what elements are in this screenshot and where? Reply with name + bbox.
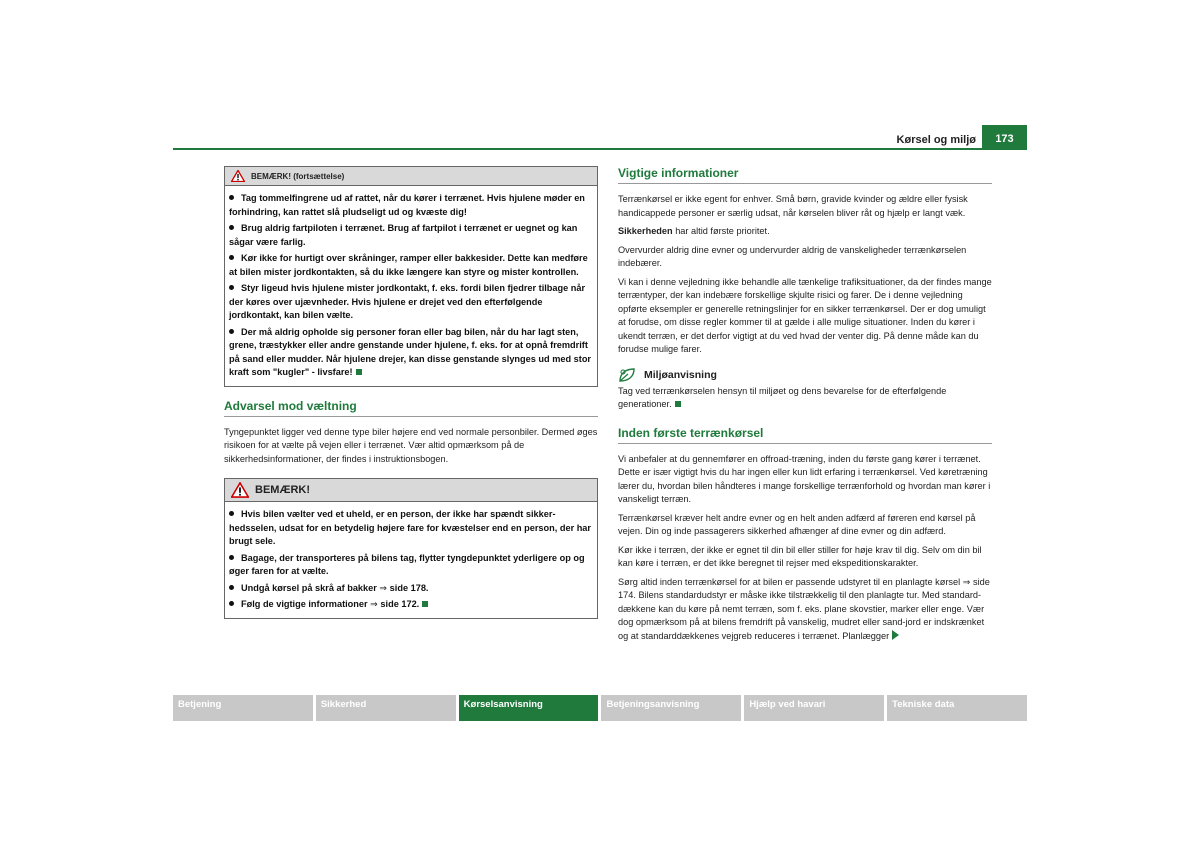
eco-note-header [618, 367, 992, 383]
left-column [224, 166, 598, 631]
bullet-icon [229, 255, 234, 260]
right-column [618, 166, 992, 648]
warning-item: Der må aldrig opholde sig personer foran eller bag bilen, når du har lagt sten, grene, træstykker eller andre genstande under hjulene, f. eks. for at opnå fremdrift på sand eller mudder. Når hjulene drejer, kan disse genstande slynges ud med stor kraft som "kugler" - livsfare! [229, 326, 592, 377]
cross-reference-link[interactable]: side 174. [618, 576, 990, 600]
warning-item: Hvis bilen vælter ved et uheld, er en person, der ikke har spændt sikker-hedsselen, udsat for en betydelig højere fare for kvæstelser end en person, der har brugt sele. [229, 509, 591, 546]
paragraph: Sikkerheden har altid første prioritet. [618, 226, 770, 236]
warning-item: Brug aldrig fartpiloten i terrænet. Brug af fartpilot i terrænet er uegnet og kan sågar være farlig. [229, 223, 578, 247]
cross-reference-link[interactable]: side 172. [380, 599, 420, 609]
paragraph: Terrænkørsel er ikke egent for enhver. Små børn, gravide kvinder og ældre eller fysisk handicappede personer er særlig udsat, når kørselen bliver råt og hjælp er langt væk. [618, 194, 968, 218]
warning-triangle-icon [231, 482, 249, 498]
section-text-tipping: Tyngepunktet ligger ved denne type biler højere end ved normale personbiler. Dermed øges risikoen for at vælte på vejen eller i terrænet. Vær altid opmærksom på de sikkerhedsinformationer, der findes i instruktionsbogen. [224, 426, 598, 464]
end-of-section-icon [356, 369, 362, 375]
end-of-section-icon [422, 601, 428, 607]
bullet-icon [229, 585, 234, 590]
warning-box-label: BEMÆRK! [255, 484, 310, 496]
cross-reference-link[interactable]: side 178. [389, 582, 429, 593]
bullet-icon [229, 555, 234, 560]
warning-item: Undgå kørsel på skrå af bakker ⇒ side 178. [229, 582, 593, 596]
bullet-icon [229, 511, 234, 516]
bullet-icon [229, 225, 234, 230]
warning-item: Tag tommelfingrene ud af rattet, når du kører i terrænet. Hvis hjulene møder en forhindring, kan rattet slå pludseligt ud og kvæste dig! [229, 193, 585, 217]
section-heading-important: Vigtige informationer [618, 166, 992, 184]
bullet-icon [229, 285, 234, 290]
cross-reference-arrow-icon: ⇒ [379, 582, 388, 593]
warning-item: Bagage, der transporteres på bilens tag, flytter tyngdepunktet yderligere op og øger faren for at vælte. [229, 552, 585, 576]
cross-reference-arrow-icon: ⇒ [370, 599, 378, 609]
warning-box-body [225, 186, 597, 386]
end-of-section-icon [675, 401, 681, 407]
warning-triangle-icon [231, 170, 245, 182]
paragraph: Kør ikke i terræn, der ikke er egnet til din bil eller stiller for høje krav til dig. Selv om din bil kan køre i terræn, er det ikke beregnet til rejser med ekspeditionskarakter. [618, 544, 982, 568]
continue-arrow-icon [892, 630, 899, 640]
nav-tab-korselsanvisning[interactable]: Kørselsanvisning [459, 695, 599, 721]
warning-box [224, 478, 598, 619]
eco-leaf-icon [618, 367, 636, 383]
paragraph: Sørg altid inden terrænkørsel for at bilen er passende udstyret til en planlagte kørsel ⇒ side 174. Bilens standardudstyr er måske ikke tilstrækkelig til den planlagte tur. Med standard-dækkene kan du køre på nemt terræn, som f. eks. plane skovstier, marker eller enge. Vær dog opmærksom på at bilens fremdrift på vanskelig, mudret eller sand-jord er indskrænket og at standarddækkenes vejgreb reduceres i terrænet. Planlægger [618, 576, 990, 641]
eco-note-label: Miljøanvisning [644, 368, 717, 381]
eco-note-text: Tag ved terrænkørselen hensyn til miljøet og dens bevarelse for de efterfølgende generationer. [618, 385, 947, 409]
warning-item: Kør ikke for hurtigt over skråninger, ramper eller bakkesider. Dette kan medføre at bilen mister jordkontakten, så du ikke længere kan styre og mister kontrollen. [229, 253, 588, 277]
bullet-icon [229, 195, 234, 200]
page-header-title: Kørsel og miljø [896, 134, 976, 146]
bullet-icon [229, 329, 234, 334]
nav-tab-betjening[interactable]: Betjening [173, 695, 313, 721]
warning-box-body [225, 502, 597, 618]
cross-reference-arrow-icon: ⇒ [962, 576, 971, 587]
nav-tab-betjeningsanvisning[interactable]: Betjeningsanvisning [601, 695, 741, 721]
bullet-icon [229, 601, 234, 606]
section-heading-first-offroad: Inden første terrænkørsel [618, 426, 992, 444]
nav-tab-tekniske-data[interactable]: Tekniske data [887, 695, 1027, 721]
paragraph: Overvurder aldrig dine evner og undervurder aldrig de vanskeligheder terrænkørselen indebærer. [618, 244, 967, 268]
warning-item: Styr ligeud hvis hjulene mister jordkontakt, f. eks. fordi bilen fjedrer tilbage når der køres over ujævnheder. Hvis hjulene er drejet ved den efterfølgende jordkontakt, kan bilen vælte. [229, 283, 586, 320]
warning-box-header [225, 167, 597, 186]
paragraph: Vi kan i denne vejledning ikke behandle alle tænkelige trafiksituationer, da der findes mange terræntyper, der kan indebære forskellige skjulte risici og farer. De i denne vejledning opførte eksempler er generelle retningslinjer for en sikker terrænkørsel. Der er dog umuligt at forudse, om disse regler kommer til at gælde i alle mulige situationer. Inden du kører i ukendt terræn, er det derfor vigtigt at du ved hvad der venter dig. På denne måde kan du forudse mulige farer. [618, 276, 992, 354]
warning-item: Følg de vigtige informationer ⇒ side 172. [229, 598, 593, 612]
warning-box-header [225, 479, 597, 502]
chapter-nav-bar [173, 695, 1027, 721]
nav-tab-sikkerhed[interactable]: Sikkerhed [316, 695, 456, 721]
paragraph: Vi anbefaler at du gennemfører en offroad-træning, inden du første gang kører i terrænet. Dette er især vigtigt hvis du har ingen eller kun lidt erfaring i terrænkørsel. Ved køretræning lærer du, hvordan bilen håndteres i mange forskellige terrænforhold og hvordan man kører i vanskeligt terræn. [618, 453, 991, 504]
paragraph: Terrænkørsel kræver helt andre evner og en helt anden adfærd af føreren end kørsel på vejen. Din og inde passagerers sikkerhed afhænger af dine evner og din adfærd. [618, 512, 976, 536]
warning-box-label: BEMÆRK! (fortsættelse) [251, 171, 345, 181]
section-heading-tipping: Advarsel mod væltning [224, 399, 598, 417]
page-number: 173 [982, 125, 1027, 149]
header-rule [173, 148, 1027, 150]
nav-tab-hjaelp-ved-havari[interactable]: Hjælp ved havari [744, 695, 884, 721]
warning-box-continued [224, 166, 598, 387]
